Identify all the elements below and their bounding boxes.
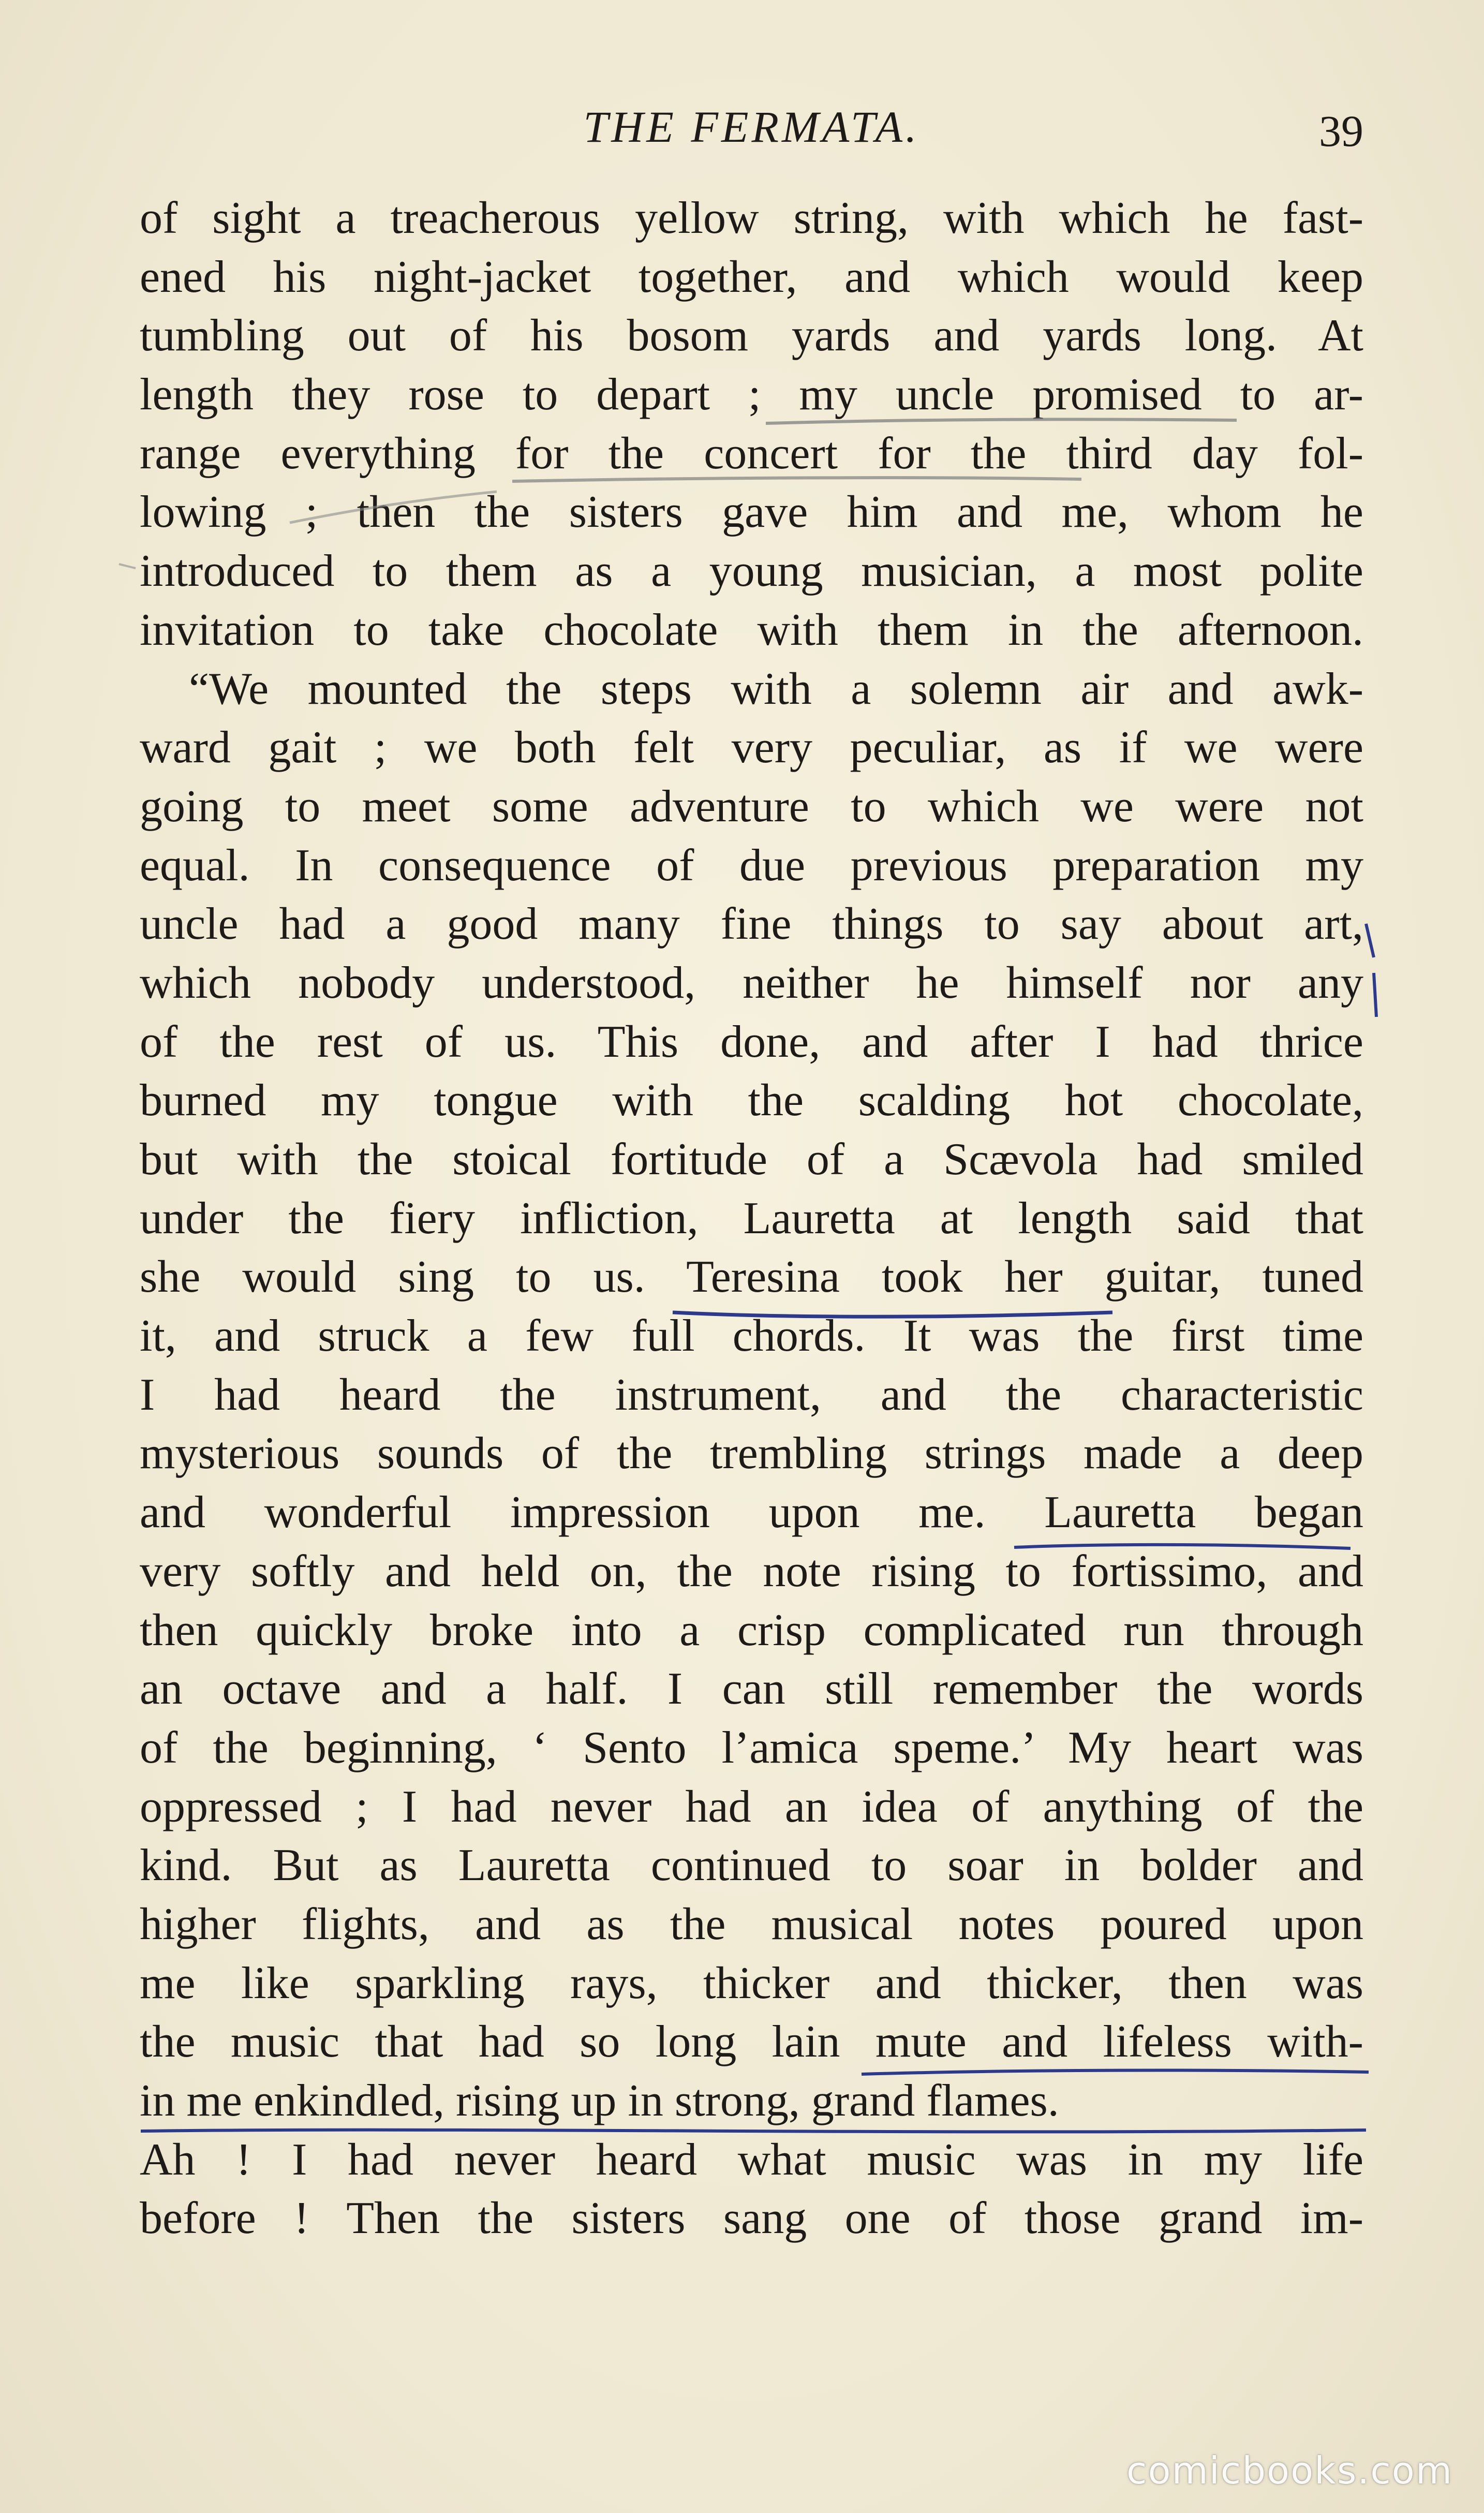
- text-line: of sight a treacherous yellow string, with which he fast-: [140, 193, 1363, 243]
- text-line: very softly and held on, the note rising to fortissimo, and: [140, 1546, 1363, 1597]
- text-line: uncle had a good many fine things to say about art,: [140, 899, 1363, 950]
- text-line: equal. In consequence of due previous preparation my: [140, 840, 1363, 891]
- text-line: of the rest of us. This done, and after I had thrice: [140, 1016, 1363, 1067]
- text-line: but with the stoical fortitude of a Scævola had smiled: [140, 1134, 1363, 1185]
- text-line: tumbling out of his bosom yards and yards long. At: [140, 311, 1363, 361]
- text-line: in me enkindled, rising up in strong, grand flames.: [140, 2076, 1059, 2126]
- text-line: “We mounted the steps with a solemn air and awk-: [189, 663, 1363, 714]
- text-line: she would sing to us. Teresina took her guitar, tuned: [140, 1252, 1363, 1303]
- text-line: lowing ; then the sisters gave him and me, whom he: [140, 487, 1363, 538]
- text-line: under the fiery infliction, Lauretta at length said that: [140, 1193, 1363, 1244]
- text-line: the music that had so long lain mute and lifeless with-: [140, 2017, 1363, 2067]
- text-line: before ! Then the sisters sang one of those grand im-: [140, 2193, 1363, 2244]
- page-header: [140, 91, 1363, 163]
- text-line: an octave and a half. I can still remember the words: [140, 1664, 1363, 1714]
- text-line: and wonderful impression upon me. Lauretta began: [140, 1487, 1363, 1538]
- text-line: ward gait ; we both felt very peculiar, as if we were: [140, 722, 1363, 773]
- body-text: [140, 189, 1363, 2248]
- text-line: introduced to them as a young musician, a most polite: [140, 546, 1363, 597]
- text-line: kind. But as Lauretta continued to soar in bolder and: [140, 1840, 1363, 1891]
- pen-margin-mark: [1366, 924, 1374, 957]
- text-line: which nobody understood, neither he himself nor any: [140, 957, 1363, 1008]
- text-line: it, and struck a few full chords. It was the first time: [140, 1311, 1363, 1362]
- text-line: range everything for the concert for the third day fol-: [140, 428, 1363, 479]
- pen-margin-mark: [1374, 973, 1376, 1017]
- watermark: comicbooks.com: [1126, 2449, 1453, 2492]
- text-line: of the beginning, ‘ Sento l’amica speme.’ My heart was: [140, 1722, 1363, 1773]
- text-line: going to meet some adventure to which we were not: [140, 781, 1363, 832]
- text-line: invitation to take chocolate with them in the afternoon.: [140, 604, 1363, 655]
- pencil-margin-mark: [119, 564, 136, 568]
- text-line: burned my tongue with the scalding hot chocolate,: [140, 1075, 1363, 1126]
- text-line: oppressed ; I had never had an idea of anything of the: [140, 1781, 1363, 1832]
- text-line: mysterious sounds of the trembling strings made a deep: [140, 1428, 1363, 1479]
- text-line: ened his night-jacket together, and which would keep: [140, 252, 1363, 302]
- running-title: THE FERMATA.: [583, 102, 920, 152]
- text-line: length they rose to depart ; my uncle promised to ar-: [140, 369, 1363, 420]
- text-line: higher flights, and as the musical notes poured upon: [140, 1899, 1363, 1949]
- page-number: 39: [1319, 106, 1363, 156]
- text-line: I had heard the instrument, and the characteristic: [140, 1369, 1363, 1420]
- text-line: Ah ! I had never heard what music was in my life: [140, 2134, 1363, 2185]
- text-line: me like sparkling rays, thicker and thicker, then was: [140, 1958, 1363, 2008]
- text-line: then quickly broke into a crisp complicated run through: [140, 1605, 1363, 1655]
